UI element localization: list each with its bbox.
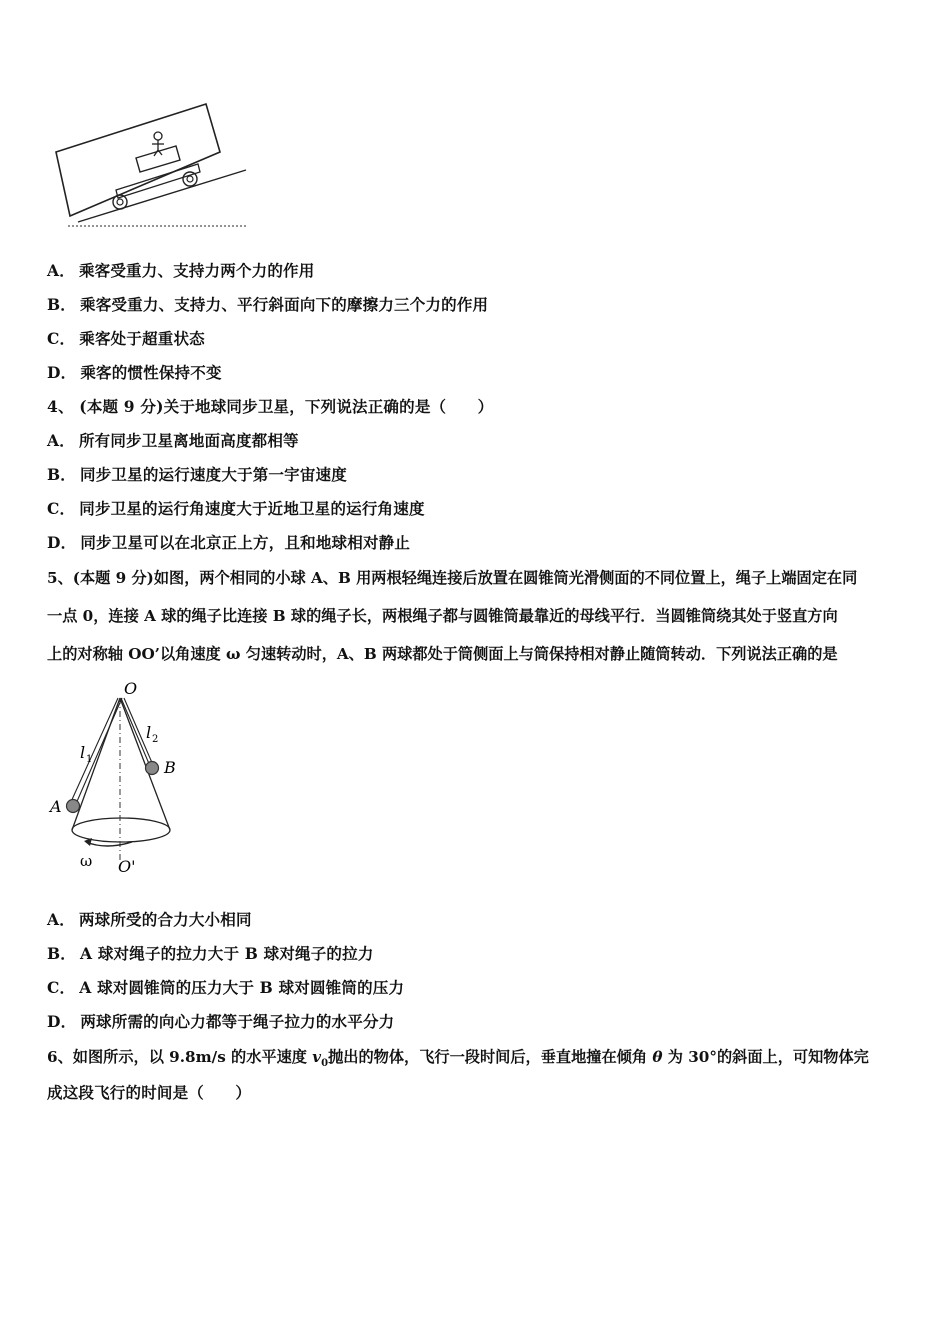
- label-l2-sub: 2: [152, 734, 159, 745]
- q3-option-d: D． 乘客的惯性保持不变: [47, 363, 222, 382]
- front-wheel: [183, 172, 197, 186]
- q4-option-a: A． 所有同步卫星离地面高度都相等: [47, 431, 299, 450]
- q5-option-d: D． 两球所需的向心力都等于绳子拉力的水平分力: [47, 1012, 395, 1031]
- label-omega: ω: [80, 852, 93, 870]
- q4-option-c: C． 同步卫星的运行角速度大于近地卫星的运行角速度: [47, 499, 425, 518]
- label-l1-sub: 1: [86, 754, 93, 765]
- cone-two-balls-diagram: [44, 676, 194, 882]
- q3-option-a: A． 乘客受重力、支持力两个力的作用: [47, 261, 315, 280]
- q4-stem: 4、 (本题 9 分)关于地球同步卫星，下列说法正确的是（ ）: [47, 397, 494, 416]
- q5-stem-line-3: 上的对称轴 OO’以角速度 ω 匀速转动时，A、B 两球都处于筒侧面上与筒保持相对静止随筒转动．下列说法正确的是: [47, 645, 838, 663]
- cone-right-edge: [120, 698, 170, 830]
- q5-option-b: B． A 球对绳子的拉力大于 B 球对绳子的拉力: [47, 944, 374, 963]
- label-o-prime: O': [118, 857, 136, 876]
- label-o: O: [124, 679, 138, 698]
- ball-b: [146, 762, 159, 775]
- label-a: A: [50, 797, 62, 816]
- ball-a: [67, 800, 80, 813]
- incline-car-passenger-diagram: [48, 98, 252, 232]
- q3-option-c: C． 乘客处于超重状态: [47, 329, 205, 348]
- label-l2: l: [146, 723, 152, 742]
- q6-stem-line-1: 6、如图所示，以 9.8m/s 的水平速度 $v_0$抛出的物体，飞行一段时间后，垂直地撞在倾角 θ 为 30°的斜面上，可知物体完: [47, 1048, 869, 1070]
- q5-stem-line-2: 一点 0，连接 A 球的绳子比连接 B 球的绳子长，两根绳子都与圆锥筒最靠近的母线平行．当圆锥筒绕其处于竖直方向: [47, 607, 838, 625]
- q6-stem-line-2: 成这段飞行的时间是（ ）: [47, 1083, 252, 1102]
- incline-surface: [78, 170, 246, 222]
- label-l1: l: [80, 743, 86, 762]
- q4-option-d: D． 同步卫星可以在北京正上方，且和地球相对静止: [47, 533, 411, 552]
- q5-stem-line-1: 5、(本题 9 分)如图，两个相同的小球 A、B 用两根轻绳连接后放置在圆锥筒光滑侧面的不同位置上，绳子上端固定在同: [47, 569, 858, 587]
- car-body: [56, 104, 220, 216]
- cone-base: [72, 818, 170, 842]
- q3-option-b: B． 乘客受重力、支持力、平行斜面向下的摩擦力三个力的作用: [47, 295, 489, 314]
- q5-option-a: A． 两球所受的合力大小相同: [47, 910, 252, 929]
- q5-option-c: C． A 球对圆锥筒的压力大于 B 球对圆锥筒的压力: [47, 978, 405, 997]
- incline-car-figure: [48, 98, 252, 232]
- passenger-head: [154, 132, 162, 140]
- q4-option-b: B． 同步卫星的运行速度大于第一宇宙速度: [47, 465, 347, 484]
- rope-l1: [70, 698, 118, 804]
- label-b: B: [164, 758, 176, 777]
- cone-figure: [44, 676, 194, 882]
